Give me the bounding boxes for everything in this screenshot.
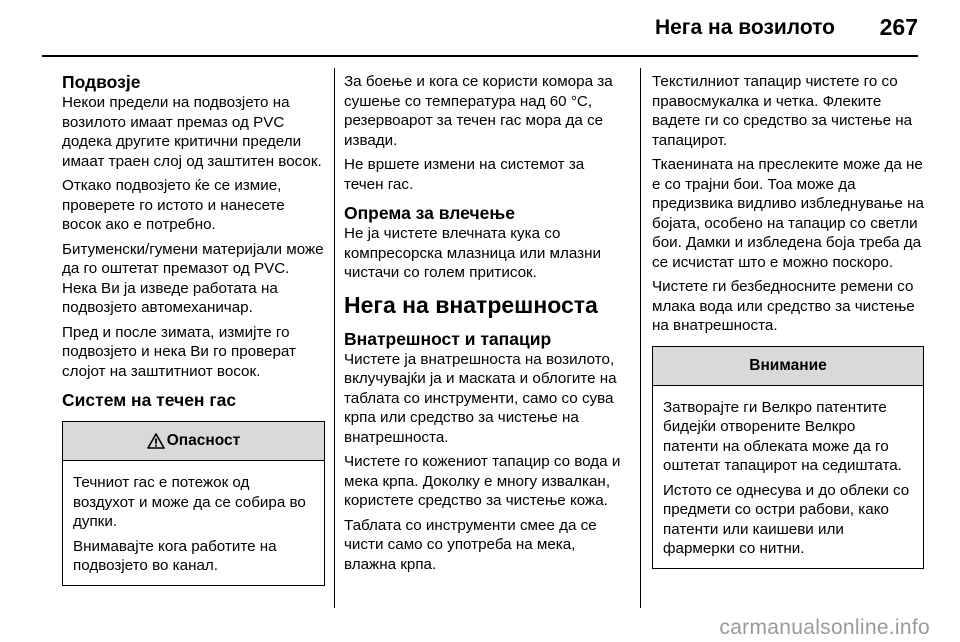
page-header-title: Нега на возилото bbox=[654, 16, 835, 39]
danger-box-header bbox=[63, 422, 324, 461]
paragraph: Истото се однесува и до облеки со предмети со остри рабови, како патенти или каишеви или фармерки со нитни. bbox=[663, 481, 910, 557]
caution-box-title: Внимание bbox=[749, 356, 827, 374]
paragraph: Ткаенината на преслеките може да не е со трајни бои. Тоа може да предизвика видливо избледнување на бојата, особено на тапацир со светли бои. Дамки и избледена боја треба да се исчистат што е можно поскоро. bbox=[652, 156, 924, 271]
danger-box-body bbox=[63, 461, 324, 585]
column-left bbox=[62, 72, 325, 586]
heading-interior-upholstery: Внатрешност и тапацир bbox=[344, 328, 552, 349]
warning-triangle-icon bbox=[147, 433, 165, 449]
heading-towing-equipment: Опрема за влечење bbox=[344, 203, 515, 223]
heading-underbody: Подвозје bbox=[62, 72, 141, 92]
paragraph: Таблата со инструменти смее да се чисти само со употреба на мека, влажна крпа. bbox=[344, 516, 597, 573]
paragraph: Внимавајте кога работите на подвозјето во канал. bbox=[73, 537, 277, 574]
heading-interior-care: Нега на внатрешноста bbox=[344, 291, 598, 318]
paragraph: Откако подвозјето ќе се измие, проверете го истото и нанесете восок ако е потребно. bbox=[62, 177, 285, 233]
paragraph: Чистете ги безбедносните ремени со млака вода или средство за чистење на внатрешноста. bbox=[652, 278, 915, 334]
column-right bbox=[652, 72, 924, 569]
paragraph: Некои предели на подвозјето на возилото имаат премаз од PVC додека другите критични предели имаат траен слој од заштитен восок. bbox=[62, 94, 322, 170]
caution-box-header bbox=[653, 347, 923, 386]
page-number: 267 bbox=[879, 14, 918, 40]
danger-box-title: Опасност bbox=[166, 432, 241, 450]
paragraph: Чистете ја внатрешноста на возилото, вклучувајќи ја и маската и облогите на таблата со инструменти, само со сува крпа или средство за чистење на внатрешноста. bbox=[344, 350, 617, 446]
caution-box bbox=[652, 346, 924, 569]
paragraph: Чистете го кожениот тапацир со вода и мека крпа. Доколку е многу извалкан, користете средство за чистење кожа. bbox=[344, 453, 621, 509]
paragraph: Не вршете измени на системот за течен гас. bbox=[344, 156, 585, 193]
paragraph: Пред и после зимата, измијте го подвозјето и нека Ви го проверат слојот на заштитниот восок. bbox=[62, 323, 296, 380]
header-rule bbox=[42, 55, 918, 57]
column-divider bbox=[334, 68, 335, 608]
paragraph: Затворајте ги Велкро патентите бидејќи отворените Велкро патенти на облеката може да го оштетат тапацирот на седиштата. bbox=[663, 398, 902, 474]
paragraph: Не ја чистете влечната кука со компресорска млазница или млазни чистачи со голем притисок. bbox=[344, 225, 601, 281]
column-divider bbox=[640, 68, 641, 608]
caution-box-body bbox=[653, 386, 923, 568]
paragraph: Текстилниот тапацир чистете го со правосмукалка и четка. Флеките вадете ги со средство за чистење на тапацирот. bbox=[652, 73, 913, 149]
column-middle bbox=[344, 72, 624, 579]
paragraph: Битуменски/гумени материјали може да го оштетат премазот од PVC. Нека Ви ја изведе работата на подвозјето автомеханичар. bbox=[62, 240, 324, 316]
paragraph: Течниот гас е потежок од воздухот и може да се собира во дупки. bbox=[73, 474, 306, 530]
danger-box bbox=[62, 421, 325, 586]
paragraph: За боење и кога се користи комора за сушење со температура над 60 °C, резервоарот за течен гас мора да се извади. bbox=[344, 73, 613, 149]
heading-lpg-system: Систем на течен гас bbox=[62, 390, 237, 410]
watermark: carmanualsonline.info bbox=[719, 616, 930, 639]
